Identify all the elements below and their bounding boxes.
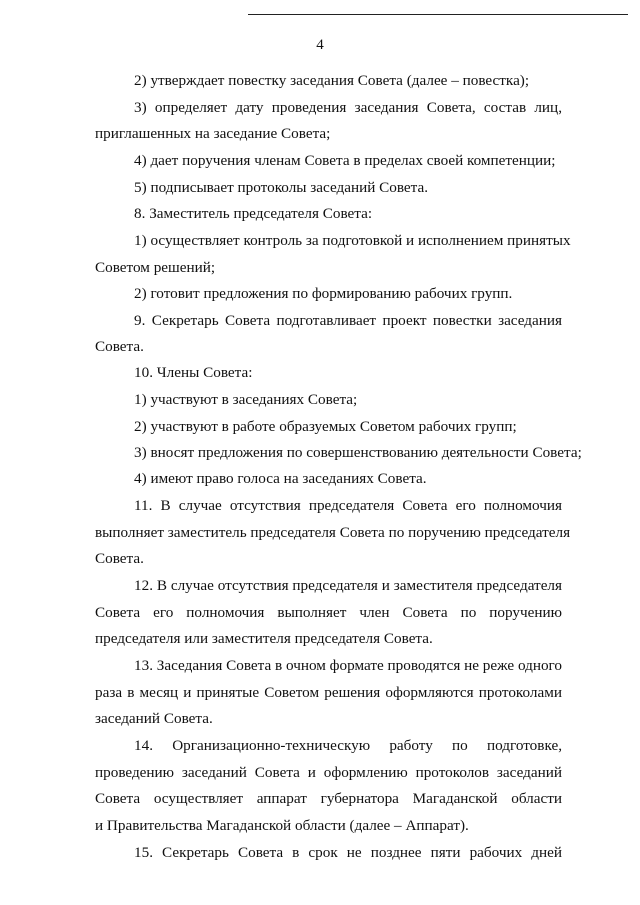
paragraph-line: выполняет заместитель председателя Совета по поручению председателя [95,524,571,541]
paragraph-line: проведению заседаний Совета и оформлению протоколов заседаний [95,764,562,781]
paragraph-line: 10. Члены Совета: [134,364,253,381]
paragraph-line: Совета. [95,338,144,355]
paragraph-line: 1) участвуют в заседаниях Совета; [134,391,358,408]
paragraph-line: 14. Организационно-техническую работу по подготовке, [134,737,562,754]
paragraph-line: Совета его полномочия выполняет член Совета по поручению [95,604,562,621]
paragraph-line: 2) утверждает повестку заседания Совета (далее – повестка); [134,72,530,89]
paragraph-line: заседаний Совета. [95,710,213,727]
paragraph-line: 1) осуществляет контроль за подготовкой и исполнением принятых [134,232,571,249]
page-number: 4 [316,37,324,53]
paragraph-line: 4) имеют право голоса на заседаниях Совета. [134,470,427,487]
paragraph-line: 3) определяет дату проведения заседания Совета, состав лиц, [134,99,562,116]
paragraph-line: 11. В случае отсутствия председателя Совета его полномочия [134,497,562,514]
paragraph-line: 5) подписывает протоколы заседаний Совета. [134,179,429,196]
paragraph-line: 2) участвуют в работе образуемых Советом рабочих групп; [134,418,517,435]
paragraph-line: председателя или заместителя председателя Совета. [95,630,433,647]
paragraph-line: 8. Заместитель председателя Совета: [134,205,373,222]
paragraph-line: приглашенных на заседание Совета; [95,125,331,142]
top-rule [248,14,628,15]
paragraph-line: 13. Заседания Совета в очном формате проводятся не реже одного [134,657,562,674]
paragraph-line: 4) дает поручения членам Совета в пределах своей компетенции; [134,152,556,169]
paragraph-line: Советом решений; [95,259,216,276]
paragraph-line: и Правительства Магаданской области (далее – Аппарат). [95,817,469,834]
paragraph-line: 2) готовит предложения по формированию рабочих групп. [134,285,513,302]
paragraph-line: раза в месяц и принятые Советом решения оформляются протоколами [95,684,562,701]
paragraph-line: 15. Секретарь Совета в срок не позднее пяти рабочих дней [134,844,562,861]
paragraph-line: Совета осуществляет аппарат губернатора Магаданской области [95,790,562,807]
paragraph-line: 12. В случае отсутствия председателя и заместителя председателя [134,577,562,594]
paragraph-line: 3) вносят предложения по совершенствованию деятельности Совета; [134,444,582,461]
paragraph-line: 9. Секретарь Совета подготавливает проект повестки заседания [134,312,562,329]
paragraph-line: Совета. [95,550,144,567]
